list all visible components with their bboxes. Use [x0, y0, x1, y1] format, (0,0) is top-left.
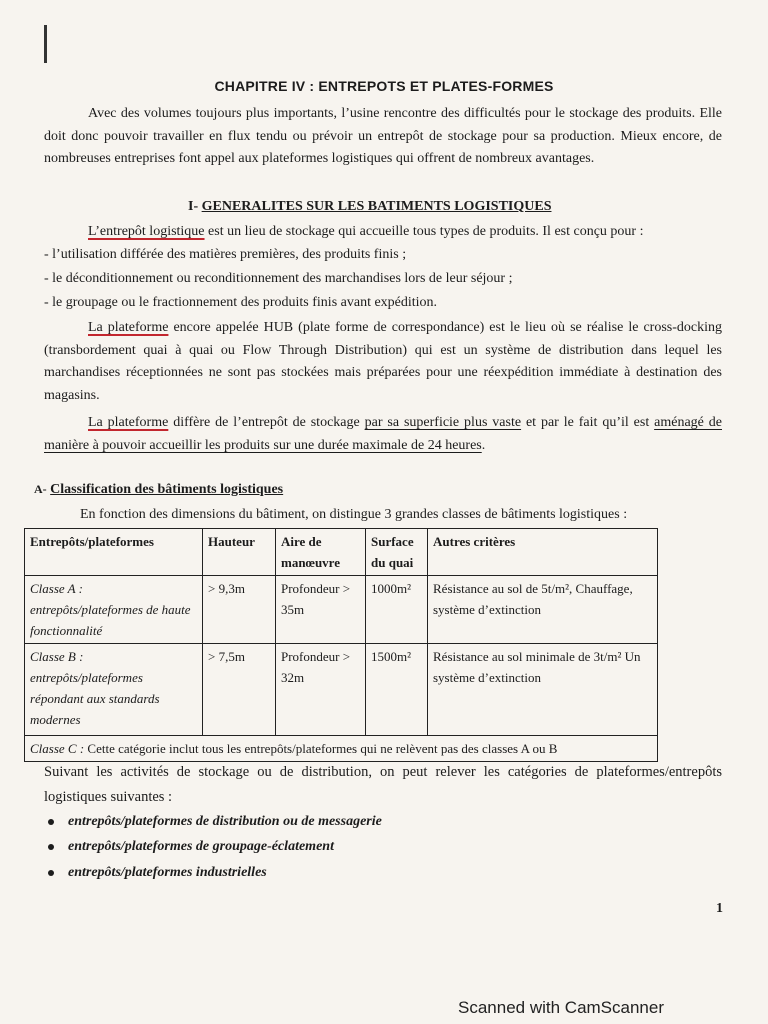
- term-plateforme-2: La plateforme: [88, 415, 169, 430]
- section-1-title: GENERALITES SUR LES BATIMENTS LOGISTIQUES: [201, 199, 552, 214]
- header-entrepots: Entrepôts/plateformes: [25, 529, 203, 576]
- header-hauteur: Hauteur: [203, 529, 276, 576]
- cell-aire: Profondeur > 32m: [276, 644, 366, 736]
- bullet-icon: [48, 870, 54, 876]
- term-entrepot: L’entrepôt logistique: [88, 224, 205, 239]
- class-c-text: Cette catégorie inclut tous les entrepôts/plateformes qui ne relèvent pas des classes A ou B: [84, 741, 558, 756]
- header-autres: Autres critères: [428, 529, 658, 576]
- section-a-title: Classification des bâtiments logistiques: [50, 482, 284, 497]
- cell-hauteur: > 7,5m: [203, 644, 276, 736]
- difference-text-2: et par le fait qu’il est: [521, 415, 655, 430]
- class-label: Classe A :: [30, 581, 83, 596]
- list-item: - le déconditionnement ou reconditionnement des marchandises lors de leur séjour ;: [44, 271, 513, 286]
- cell-autres: Résistance au sol minimale de 3t/m² Un système d’extinction: [428, 644, 658, 736]
- bullet-text: entrepôts/plateformes de distribution ou de messagerie: [68, 814, 382, 829]
- section-a-heading: [34, 482, 283, 498]
- class-label: Classe B :: [30, 649, 84, 664]
- bullet-text: entrepôts/plateformes industrielles: [68, 865, 267, 880]
- plateforme-difference: [44, 412, 722, 457]
- class-c-label: Classe C :: [30, 741, 85, 756]
- superficie-underline: par sa superficie plus vaste: [364, 415, 522, 430]
- definition-entrepot-text: est un lieu de stockage qui accueille tous types de produits. Il est conçu pour :: [204, 224, 644, 239]
- section-a-number: A-: [34, 482, 47, 496]
- list-item: - l’utilisation différée des matières premières, des produits finis ;: [44, 247, 407, 262]
- definition-plateforme: [44, 317, 722, 407]
- header-surface: Surface du quai: [366, 529, 428, 576]
- definition-entrepot: [44, 221, 722, 244]
- difference-end: .: [481, 437, 486, 453]
- table-row: [25, 644, 658, 736]
- section-1-number: I-: [188, 199, 199, 214]
- list-item: [48, 839, 334, 855]
- bullet-icon: [48, 819, 54, 825]
- table-row-class-c: [25, 736, 658, 762]
- table-row: [25, 576, 658, 644]
- definition-plateforme-text: encore appelée HUB (plate forme de correspondance) est le lieu où se réalise le cross-docking (transbordement quai à quai ou Flow Through Distribution) qui est un système de distribution dans lequel les marchandises réceptionnées ne sont pas stockées mais préparées pour une réexpédition immédiate à destination des magasins.: [44, 320, 722, 403]
- intro-paragraph: Avec des volumes toujours plus importants, l’usine rencontre des difficultés pour le stockage des produits. Elle doit donc pouvoir travailler en flux tendu ou prévoir un entrepôt de stockage pour sa production. Mieux encore, de nombreuses entreprises font appel aux plateformes logistiques qui offrent de nombreux avantages.: [44, 106, 722, 166]
- table-intro: En fonction des dimensions du bâtiment, on distingue 3 grandes classes de bâtiments logistiques :: [80, 507, 628, 522]
- cell-surface: 1000m²: [366, 576, 428, 644]
- cell-class-c: [25, 736, 658, 762]
- header-aire: Aire de manœuvre: [276, 529, 366, 576]
- cell-hauteur: > 9,3m: [203, 576, 276, 644]
- margin-mark: [44, 25, 47, 63]
- list-item: [48, 865, 267, 881]
- term-plateforme: La plateforme: [88, 320, 169, 335]
- list-item: - le groupage ou le fractionnement des produits finis avant expédition.: [44, 295, 438, 310]
- categories-paragraph: Suivant les activités de stockage ou de distribution, on peut relever les catégories de plateformes/entrepôts logistiques suivantes :: [44, 764, 722, 805]
- scanner-watermark: Scanned with CamScanner: [458, 998, 665, 1017]
- list-item: [48, 814, 382, 830]
- page-number: 1: [716, 901, 723, 916]
- duree-underline: aménagé de manière à pouvoir accueillir les produits sur une durée maximale de 24 heures: [44, 415, 722, 453]
- section-1-heading: [188, 199, 551, 215]
- bullet-text: entrepôts/plateformes de groupage-éclatement: [68, 839, 334, 854]
- bullet-icon: [48, 844, 54, 850]
- table-header-row: [25, 529, 658, 576]
- cell-aire: Profondeur > 35m: [276, 576, 366, 644]
- class-description: entrepôts/plateformes répondant aux standards modernes: [30, 670, 160, 727]
- difference-text-1: diffère de l’entrepôt de stockage: [168, 415, 365, 430]
- cell-class: [25, 576, 203, 644]
- cell-surface: 1500m²: [366, 644, 428, 736]
- cell-autres: Résistance au sol de 5t/m², Chauffage, système d’extinction: [428, 576, 658, 644]
- class-description: entrepôts/plateformes de haute fonctionnalité: [30, 602, 191, 638]
- chapter-title: CHAPITRE IV : ENTREPOTS ET PLATES-FORMES: [214, 78, 554, 94]
- classification-table: [24, 528, 658, 762]
- cell-class: [25, 644, 203, 736]
